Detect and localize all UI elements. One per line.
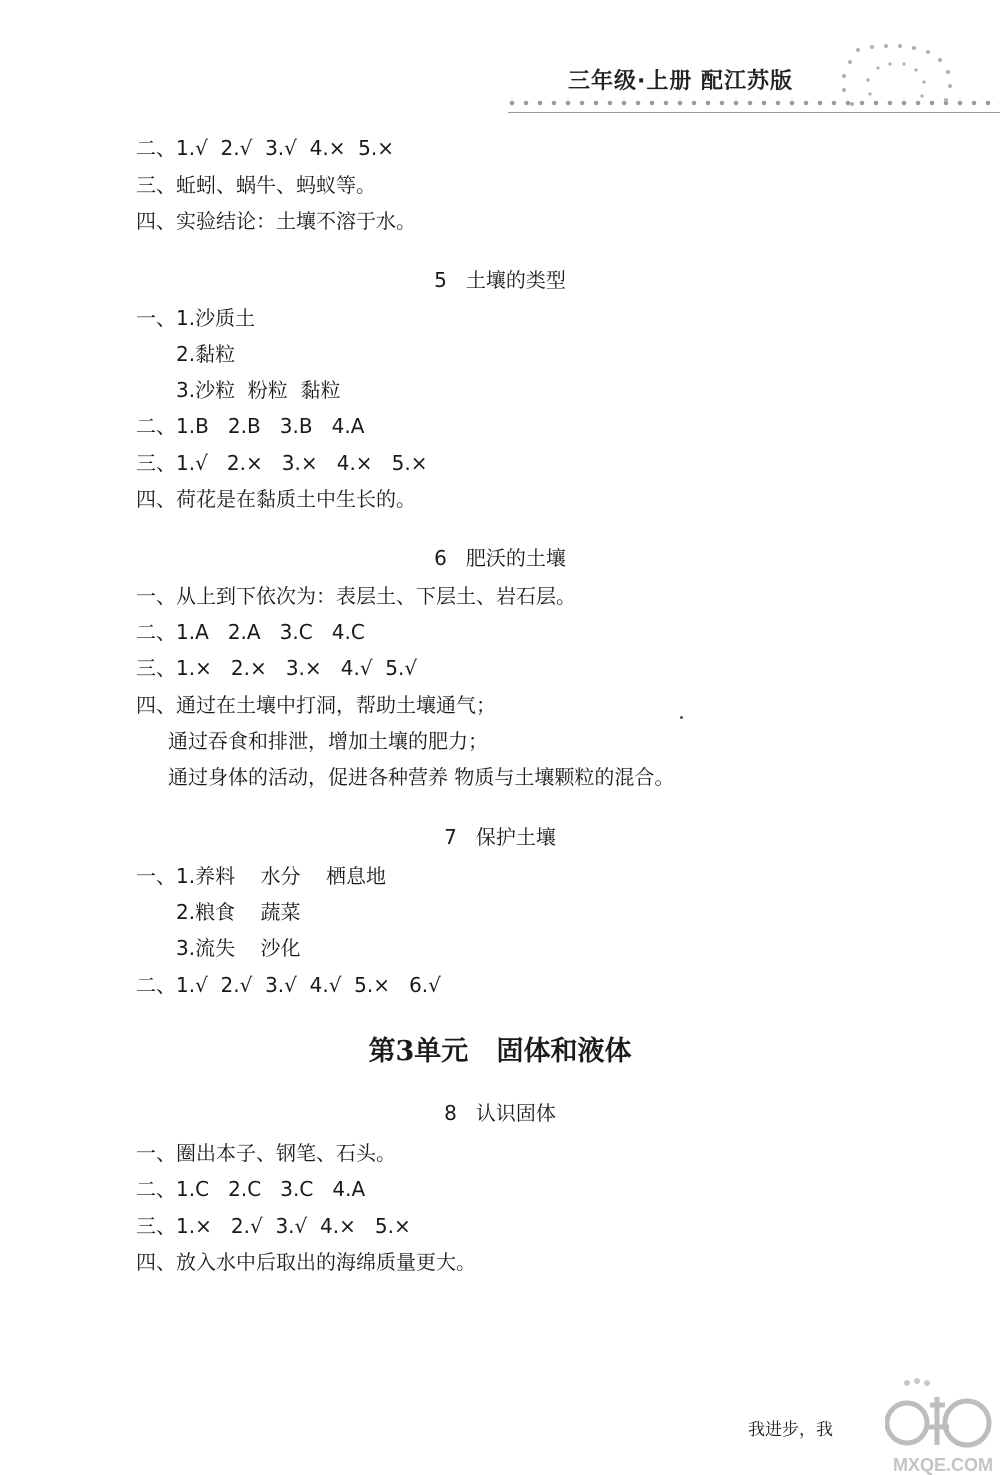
answer-line: 一、1.养料 水分 栖息地 xyxy=(136,864,386,888)
answer-line: 2.黏粒 xyxy=(176,342,236,366)
header-title: 三年级·上册 配江苏版 xyxy=(568,69,794,94)
answer-line: 通过身体的活动，促进各种营养 物质与土壤颗粒的混合。 xyxy=(168,765,675,789)
answer-line: 二、1.√ 2.√ 3.√ 4.√ 5.× 6.√ xyxy=(136,973,441,997)
section-title: 6 肥沃的土壤 xyxy=(434,546,566,570)
answer-line: 四、荷花是在黏质土中生长的。 xyxy=(136,487,416,511)
answer-line: 三、1.× 2.× 3.× 4.√ 5.√ xyxy=(136,656,418,680)
answer-line: 一、从上到下依次为：表层土、下层土、岩石层。 xyxy=(136,584,576,608)
answer-line: 四、实验结论：土壤不溶于水。 xyxy=(136,209,416,233)
page-header xyxy=(0,0,1000,120)
answer-line: 三、蚯蚓、蜗牛、蚂蚁等。 xyxy=(136,173,376,197)
watermark-logo-icon xyxy=(885,1375,1000,1475)
section-title: 8 认识固体 xyxy=(444,1101,556,1125)
unit-title: 第3单元 固体和液体 xyxy=(368,1036,632,1067)
answer-line: 二、1.B 2.B 3.B 4.A xyxy=(136,414,365,438)
decorative-ring-icon xyxy=(838,42,958,122)
answer-line: 四、通过在土壤中打洞，帮助土壤通气； xyxy=(136,693,496,717)
answer-line: 四、放入水中后取出的海绵质量更大。 xyxy=(136,1250,476,1274)
answer-line: 二、1.√ 2.√ 3.√ 4.× 5.× xyxy=(136,136,395,160)
scan-speck xyxy=(680,716,683,719)
answer-line: 三、1.× 2.√ 3.√ 4.× 5.× xyxy=(136,1214,411,1238)
section-title: 7 保护土壤 xyxy=(444,825,556,849)
answer-line: 一、圈出本子、钢笔、石头。 xyxy=(136,1141,396,1165)
footer-text: 我进步，我 xyxy=(748,1420,833,1440)
answer-line: 3.沙粒 粉粒 黏粒 xyxy=(176,378,341,402)
answer-line: 3.流失 沙化 xyxy=(176,936,301,960)
answer-line: 通过吞食和排泄，增加土壤的肥力； xyxy=(168,729,488,753)
answer-line: 二、1.C 2.C 3.C 4.A xyxy=(136,1177,366,1201)
answer-line: 二、1.A 2.A 3.C 4.C xyxy=(136,620,365,644)
answer-line: 2.粮食 蔬菜 xyxy=(176,900,301,924)
svg-text:MXQE.COM: MXQE.COM xyxy=(893,1455,994,1475)
answer-line: 三、1.√ 2.× 3.× 4.× 5.× xyxy=(136,451,428,475)
section-title: 5 土壤的类型 xyxy=(434,268,566,292)
answer-line: 一、1.沙质土 xyxy=(136,306,256,330)
